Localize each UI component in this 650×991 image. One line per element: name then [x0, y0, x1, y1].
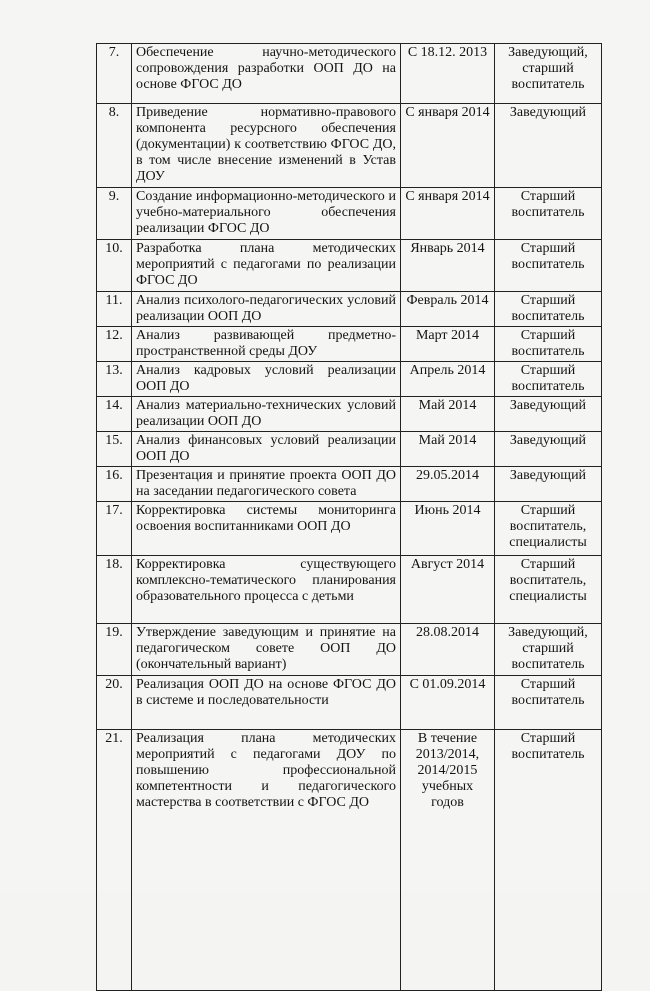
task-cell: Обеспечение научно-методического сопровождения разработки ООП ДО на основе ФГОС ДО — [132, 44, 401, 104]
term-cell: В течение 2013/2014, 2014/2015 учебных годов — [401, 730, 495, 991]
responsible-cell: Заведующий, старший воспитатель — [495, 624, 602, 676]
term-cell: Август 2014 — [401, 556, 495, 624]
row-number: 9. — [97, 188, 132, 240]
table-row — [97, 240, 602, 292]
term-cell: Май 2014 — [401, 432, 495, 467]
table-row — [97, 362, 602, 397]
responsible-cell: Старший воспитатель — [495, 188, 602, 240]
term-cell: С января 2014 — [401, 104, 495, 188]
task-cell: Разработка плана методических мероприятий с педагогами по реализации ФГОС ДО — [132, 240, 401, 292]
table-row — [97, 188, 602, 240]
term-cell: Июнь 2014 — [401, 502, 495, 556]
table-row — [97, 624, 602, 676]
task-cell: Приведение нормативно-правового компонента ресурсного обеспечения (документации) к соответствию ФГОС ДО, в том числе внесение изменений в Устав ДОУ — [132, 104, 401, 188]
row-number: 7. — [97, 44, 132, 104]
responsible-cell: Старший воспитатель — [495, 676, 602, 730]
table-row — [97, 467, 602, 502]
term-cell: 29.05.2014 — [401, 467, 495, 502]
row-number: 8. — [97, 104, 132, 188]
responsible-cell: Старший воспитатель — [495, 362, 602, 397]
table-row — [97, 327, 602, 362]
responsible-cell: Заведующий — [495, 397, 602, 432]
row-number: 14. — [97, 397, 132, 432]
responsible-cell: Старший воспитатель — [495, 327, 602, 362]
task-cell: Анализ финансовых условий реализации ООП ДО — [132, 432, 401, 467]
task-cell: Корректировка существующего комплексно-тематического планирования образовательного процесса с детьми — [132, 556, 401, 624]
responsible-cell: Заведующий — [495, 104, 602, 188]
task-cell: Анализ психолого-педагогических условий реализации ООП ДО — [132, 292, 401, 327]
table-row — [97, 432, 602, 467]
row-number: 11. — [97, 292, 132, 327]
row-number: 20. — [97, 676, 132, 730]
term-cell: С 01.09.2014 — [401, 676, 495, 730]
responsible-cell: Старший воспитатель — [495, 240, 602, 292]
task-cell: Создание информационно-методического и учебно-материального обеспечения реализации ФГОС ДО — [132, 188, 401, 240]
task-cell: Реализация плана методических мероприятий с педагогами ДОУ по повышению профессиональной компетентности и педагогического мастерства в соответствии с ФГОС ДО — [132, 730, 401, 991]
term-cell: 28.08.2014 — [401, 624, 495, 676]
term-cell: Май 2014 — [401, 397, 495, 432]
responsible-cell: Старший воспитатель, специалисты — [495, 556, 602, 624]
task-cell: Анализ развивающей предметно-пространственной среды ДОУ — [132, 327, 401, 362]
responsible-cell: Старший воспитатель, специалисты — [495, 502, 602, 556]
term-cell: С 18.12. 2013 — [401, 44, 495, 104]
table-row — [97, 556, 602, 624]
responsible-cell: Заведующий, старший воспитатель — [495, 44, 602, 104]
row-number: 21. — [97, 730, 132, 991]
row-number: 16. — [97, 467, 132, 502]
term-cell: Март 2014 — [401, 327, 495, 362]
row-number: 18. — [97, 556, 132, 624]
row-number: 13. — [97, 362, 132, 397]
task-cell: Анализ кадровых условий реализации ООП ДО — [132, 362, 401, 397]
table-row — [97, 730, 602, 991]
responsible-cell: Заведующий — [495, 432, 602, 467]
task-cell: Презентация и принятие проекта ООП ДО на заседании педагогического совета — [132, 467, 401, 502]
table-row — [97, 44, 602, 104]
term-cell: С января 2014 — [401, 188, 495, 240]
task-cell: Утверждение заведующим и принятие на педагогическом совете ООП ДО (окончательный вариант) — [132, 624, 401, 676]
table-row — [97, 502, 602, 556]
row-number: 12. — [97, 327, 132, 362]
row-number: 15. — [97, 432, 132, 467]
term-cell: Январь 2014 — [401, 240, 495, 292]
term-cell: Апрель 2014 — [401, 362, 495, 397]
row-number: 10. — [97, 240, 132, 292]
implementation-plan-table — [96, 43, 602, 991]
table-row — [97, 292, 602, 327]
row-number: 17. — [97, 502, 132, 556]
task-cell: Анализ материально-технических условий реализации ООП ДО — [132, 397, 401, 432]
responsible-cell: Старший воспитатель — [495, 730, 602, 991]
term-cell: Февраль 2014 — [401, 292, 495, 327]
table-row — [97, 104, 602, 188]
table-row — [97, 397, 602, 432]
responsible-cell: Заведующий — [495, 467, 602, 502]
table-row — [97, 676, 602, 730]
task-cell: Реализация ООП ДО на основе ФГОС ДО в системе и последовательности — [132, 676, 401, 730]
row-number: 19. — [97, 624, 132, 676]
responsible-cell: Старший воспитатель — [495, 292, 602, 327]
task-cell: Корректировка системы мониторинга освоения воспитанниками ООП ДО — [132, 502, 401, 556]
